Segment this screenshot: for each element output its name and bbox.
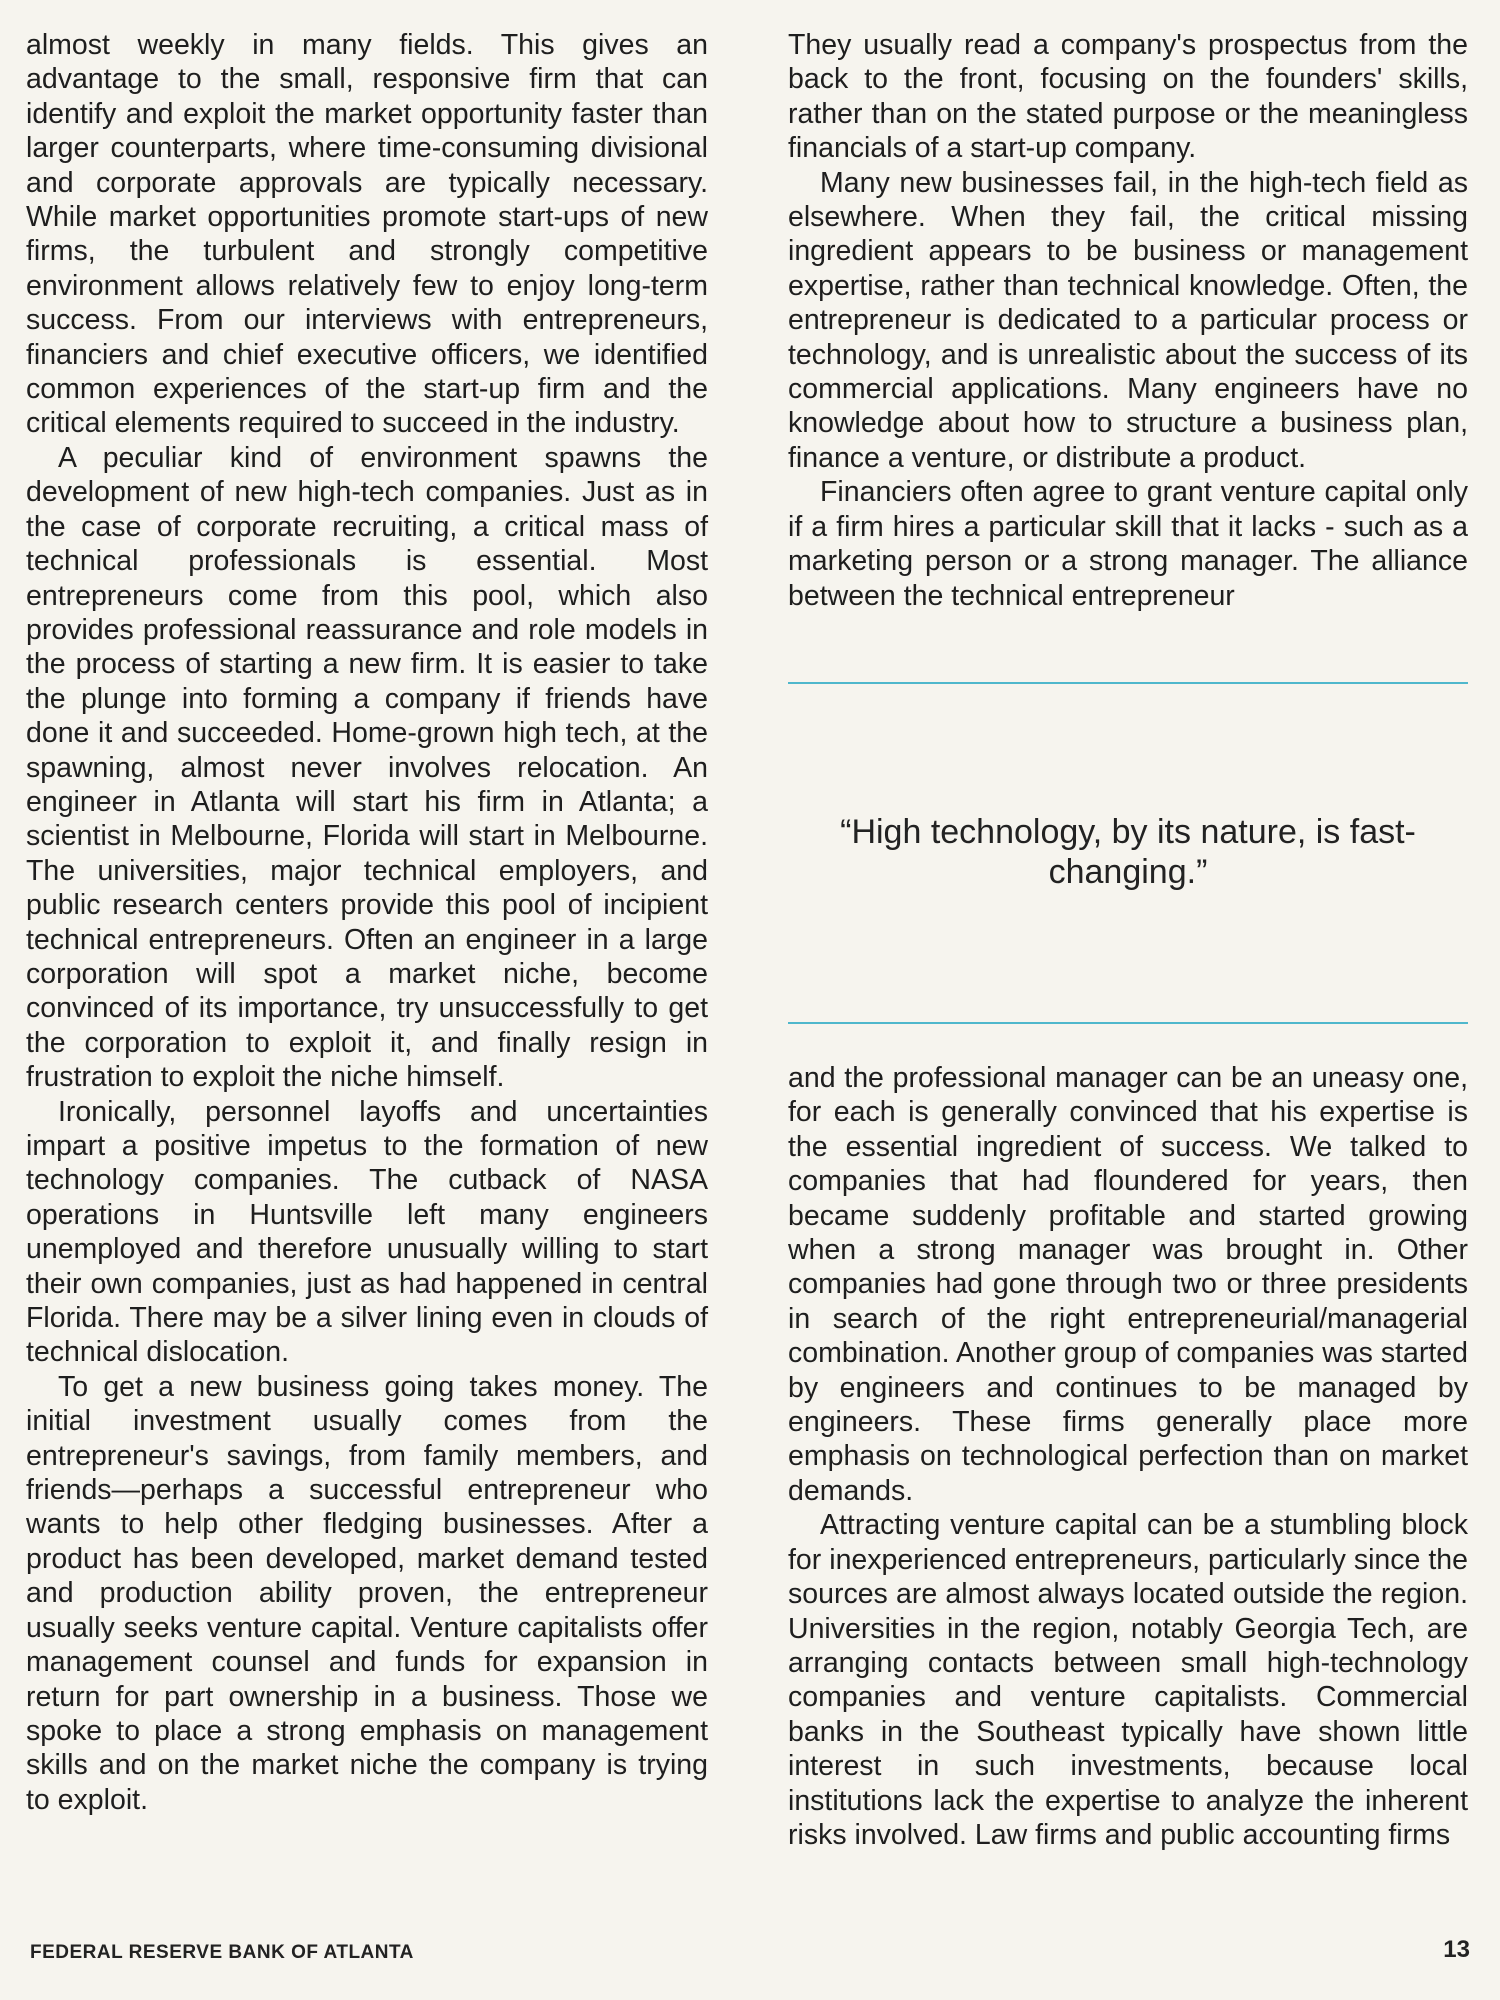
paragraph: almost weekly in many fields. This gives an advantage to the small, responsive firm that can identify and exploit the market opportunity faster than larger counterparts, where time-consuming divisional and corporate approvals are typically necessary. While market opportunities promote start-ups of new firms, the turbulent and strongly competitive environment allows relatively few to enjoy long-term success. From our interviews with entrepreneurs, financiers and chief executive officers, we identified common experiences of the start-up firm and the critical elements required to succeed in the industry. <box>26 29 708 440</box>
pull-quote: “High technology, by its nature, is fast-changing.” <box>840 813 1416 891</box>
footer-publisher: FEDERAL RESERVE BANK OF ATLANTA <box>30 1942 414 1963</box>
paragraph: Financiers often agree to grant venture capital only if a firm hires a particular skill that it lacks - such as a marketing person or a strong manager. The alliance between the technical entrepreneur <box>788 476 1468 612</box>
right-column-top <box>788 28 1468 613</box>
page-number: 13 <box>1443 1936 1470 1963</box>
paragraph: They usually read a company's prospectus from the back to the front, focusing on the founders' skills, rather than on the stated purpose or the meaningless financials of a start-up company. <box>788 29 1468 165</box>
paragraph: Ironically, personnel layoffs and uncertainties impart a positive impetus to the formation of new technology companies. The cutback of NASA operations in Huntsville left many engineers unemployed and therefore unusually willing to start their own companies, just as had happened in central Florida. There may be a silver lining even in clouds of technical dislocation. <box>26 1095 708 1369</box>
pull-quote-bottom-rule <box>788 1022 1468 1024</box>
paragraph: A peculiar kind of environment spawns the development of new high-tech companies. Just as in the case of corporate recruiting, a critical mass of technical professionals is essential. Most entrepreneurs come from this pool, which also provides professional reassurance and role models in the process of starting a new firm. It is easier to take the plunge into forming a company if friends have done it and succeeded. Home-grown high tech, at the spawning, almost never involves relocation. An engineer in Atlanta will start his firm in Atlanta; a scientist in Melbourne, Florida will start in Melbourne. The universities, major technical employers, and public research centers provide this pool of incipient technical entrepreneurs. Often an engineer in a large corporation will spot a market niche, become convinced of its importance, try unsuccessfully to get the corporation to exploit it, and finally resign in frustration to exploit the niche himself. <box>26 441 708 1094</box>
paragraph: and the professional manager can be an uneasy one, for each is generally convinced that his expertise is the essential ingredient of success. We talked to companies that had floundered for years, then became suddenly profitable and started growing when a strong manager was brought in. Other companies had gone through two or three presidents in search of the right entrepreneurial/managerial combination. Another group of companies was started by engineers and continues to be managed by engineers. These firms generally place more emphasis on technological perfection than on market demands. <box>788 1062 1468 1507</box>
paragraph: Attracting venture capital can be a stumbling block for inexperienced entrepreneurs, particularly since the sources are almost always located outside the region. Universities in the region, notably Georgia Tech, are arranging contacts between small high-technology companies and venture capitalists. Commercial banks in the Southeast typically have shown little interest in such investments, because local institutions lack the expertise to analyze the inherent risks involved. Law firms and public accounting firms <box>788 1509 1468 1851</box>
paragraph: To get a new business going takes money. The initial investment usually comes from the entrepreneur's savings, from family members, and friends—perhaps a successful entrepreneur who wants to help other fledging businesses. After a product has been developed, market demand tested and production ability proven, the entrepreneur usually seeks venture capital. Venture capitalists offer management counsel and funds for expansion in return for part ownership in a business. Those we spoke to place a strong emphasis on management skills and on the market niche the company is trying to exploit. <box>26 1370 708 1816</box>
pull-quote-top-rule <box>788 682 1468 684</box>
right-column-bottom <box>788 1061 1468 1852</box>
left-column <box>26 28 708 1817</box>
paragraph: Many new businesses fail, in the high-tech field as elsewhere. When they fail, the critical missing ingredient appears to be business or management expertise, rather than technical knowledge. Often, the entrepreneur is dedicated to a particular process or technology, and is unrealistic about the success of its commercial applications. Many engineers have no knowledge about how to structure a business plan, finance a venture, or distribute a product. <box>788 166 1468 474</box>
